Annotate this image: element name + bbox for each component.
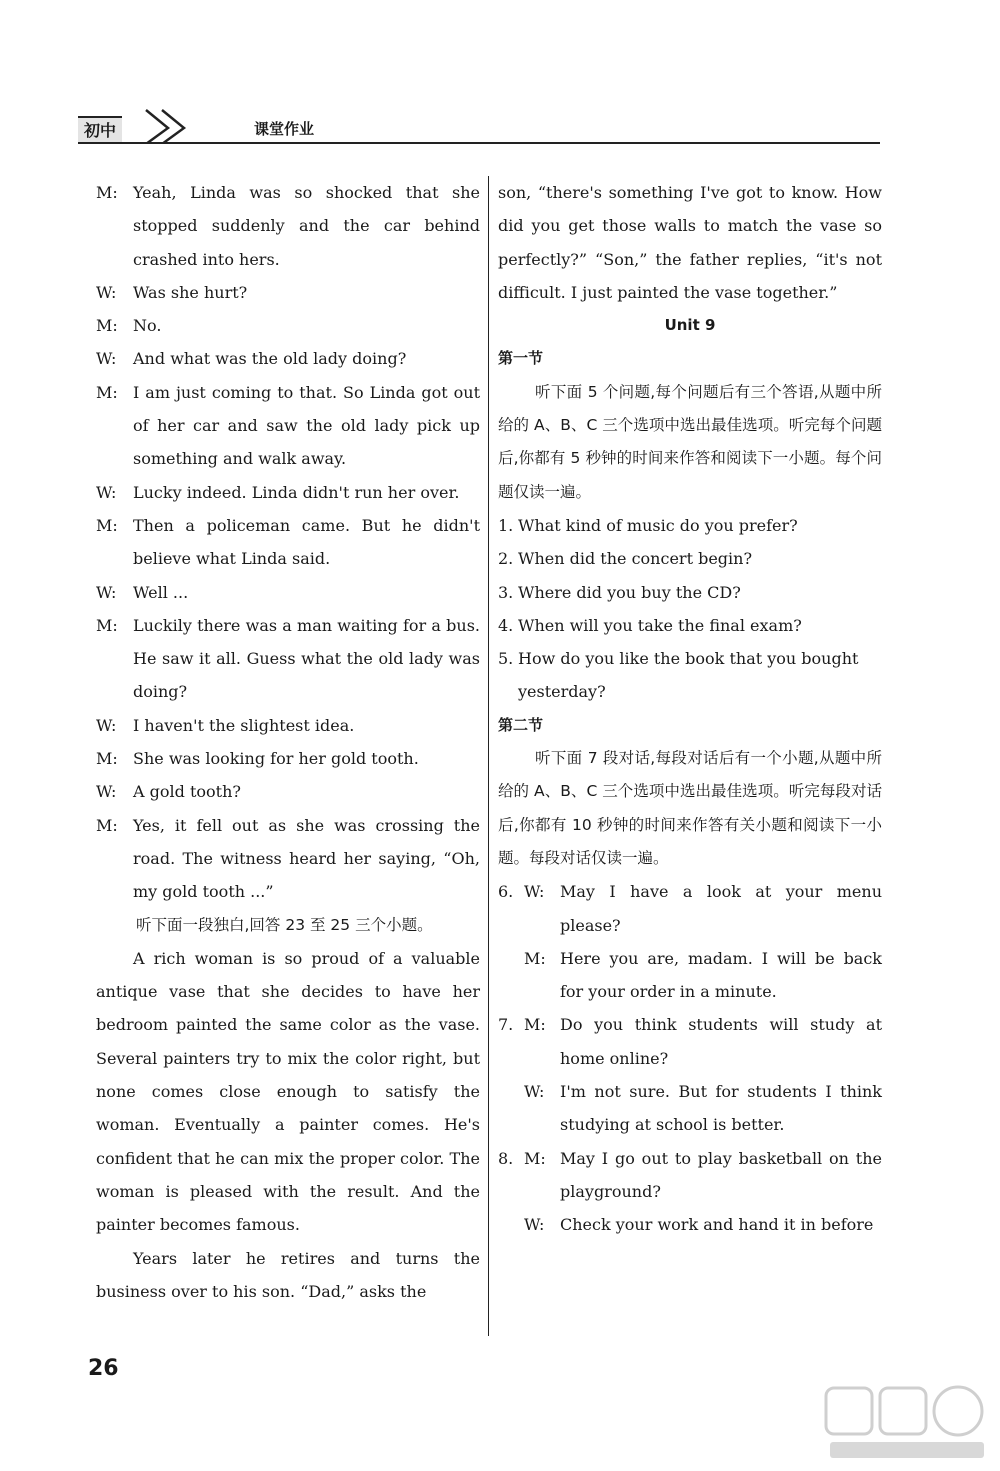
dialogue-line: [96, 742, 480, 775]
section-instruction: 听下面 5 个问题,每个问题后有三个答语,从题中所给的 A、B、C 三个选项中选出最佳选项。听完每个问题后,你都有 5 秒钟的时间来作答和阅读下一小题。每个问题仅读一遍。: [498, 382, 882, 501]
dialogue-line: [96, 342, 480, 375]
question-item: [498, 576, 882, 609]
dialogue-text: Here you are, madam. I will be back for your order in a minute.: [560, 948, 882, 1002]
speaker-label: M:: [96, 515, 118, 535]
monologue-paragraph: Years later he retires and turns the business over to his son. “Dad,” asks the: [96, 1248, 480, 1301]
speaker-label: W:: [96, 282, 117, 302]
question-list: [498, 509, 882, 709]
dialogue-text: No.: [133, 316, 162, 336]
question-text: When did the concert begin?: [518, 549, 753, 569]
section-heading: 第一节: [498, 349, 544, 368]
dialogue-line: [96, 376, 480, 476]
dialogue-question-line: [498, 1075, 882, 1142]
question-number: 7.: [498, 1015, 514, 1035]
question-number: 5.: [498, 649, 514, 669]
dialogue-question-line: [498, 1208, 882, 1241]
speaker-label: M:: [96, 615, 118, 635]
speaker-label: M:: [96, 815, 118, 835]
dialogue-line: [96, 809, 480, 909]
dialogue-transcript: [96, 176, 480, 909]
dialogue-line: [96, 476, 480, 509]
dialogue-text: Well ...: [133, 582, 189, 602]
dialogue-line: [96, 576, 480, 609]
question-item: [498, 642, 882, 709]
dialogue-question-line: [498, 1008, 882, 1075]
speaker-label: W:: [96, 715, 117, 735]
question-number: 1.: [498, 515, 514, 535]
question-item: [498, 609, 882, 642]
dialogue-text: Yeah, Linda was so shocked that she stopped suddenly and the car behind crashed into hers.: [133, 183, 480, 269]
speaker-label: M:: [96, 749, 118, 769]
watermark-logo: [822, 1380, 992, 1465]
dialogue-text: Lucky indeed. Linda didn't run her over.: [133, 482, 460, 502]
speaker-label: W:: [96, 582, 117, 602]
speaker-label: W:: [524, 882, 545, 902]
speaker-label: M:: [524, 1148, 546, 1168]
speaker-label: W:: [524, 1215, 545, 1235]
dialogue-text: May I have a look at your menu please?: [560, 882, 882, 935]
dialogue-text: And what was the old lady doing?: [133, 349, 407, 369]
question-text: How do you like the book that you bought yesterday?: [518, 649, 859, 702]
dialogue-text: A gold tooth?: [133, 782, 241, 802]
section-heading: 第二节: [498, 715, 544, 734]
question-text: What kind of music do you prefer?: [518, 515, 798, 535]
dialogue-text: She was looking for her gold tooth.: [133, 749, 419, 769]
dialogue-text: I am just coming to that. So Linda got out of her car and saw the old lady pick up something and walk away.: [133, 382, 480, 469]
dialogue-text: May I go out to play basketball on the playground?: [560, 1148, 882, 1201]
dialogue-text: Was she hurt?: [133, 282, 248, 302]
question-text: Where did you buy the CD?: [518, 582, 741, 602]
book-title: 课堂作业: [254, 120, 315, 138]
monologue-continuation: son, “there's something I've got to know. How did you get those walls to match the vase so perfectly?” “Son,” the father replies, “it's not difficult. I just painted the vase together.”: [498, 183, 882, 302]
dialogue-line: [96, 709, 480, 742]
speaker-label: W:: [96, 782, 117, 802]
dialogue-line: [96, 775, 480, 808]
dialogue-line: [96, 309, 480, 342]
question-number: 4.: [498, 615, 514, 635]
speaker-label: W:: [96, 349, 117, 369]
dialogue-text: I haven't the slightest idea.: [133, 715, 355, 735]
dialogue-text: Then a policeman came. But he didn't believe what Linda said.: [133, 515, 480, 569]
dialogue-line: [96, 176, 480, 276]
dialogue-line: [96, 276, 480, 309]
left-column: [96, 176, 480, 1308]
header-rule: [78, 142, 880, 144]
dialogue-question-line: [498, 942, 882, 1009]
question-number: 2.: [498, 549, 514, 569]
dialogue-line: [96, 609, 480, 709]
speaker-label: M:: [524, 1015, 546, 1035]
speaker-label: M:: [96, 382, 118, 402]
column-divider: [488, 176, 489, 1336]
speaker-label: W:: [96, 482, 117, 502]
right-column: [498, 176, 882, 1242]
question-number: 8.: [498, 1148, 514, 1168]
dialogue-text: Check your work and hand it in before: [560, 1215, 874, 1235]
speaker-label: M:: [524, 948, 546, 968]
dialogue-question-line: [498, 1142, 882, 1209]
dialogue-text: I'm not sure. But for students I think studying at school is better.: [560, 1082, 882, 1135]
question-item: [498, 542, 882, 575]
speaker-label: M:: [96, 316, 118, 336]
monologue-instruction: 听下面一段独白,回答 23 至 25 三个小题。: [136, 915, 433, 934]
dialogue-question-line: [498, 875, 882, 942]
monologue-paragraph: A rich woman is so proud of a valuable antique vase that she decides to have her bedroom painted the same color as the vase. Several painters try to mix the color right, but none comes close enough to satisfy the woman. Eventually a painter comes. He's confident that he can mix the proper color. The woman is pleased with the result. And the painter becomes famous.: [96, 948, 480, 1235]
grade-tag: 初中: [78, 116, 122, 144]
question-text: When will you take the final exam?: [518, 615, 802, 635]
dialogue-question-list: [498, 875, 882, 1241]
question-number: 3.: [498, 582, 514, 602]
section-instruction: 听下面 7 段对话,每段对话后有一个小题,从题中所给的 A、B、C 三个选项中选出最佳选项。听完每段对话后,你都有 10 秒钟的时间来作答有关小题和阅读下一小题。每段对话仅读一遍。: [498, 749, 882, 867]
page-number: 26: [88, 1356, 119, 1381]
unit-title: Unit 9: [664, 316, 716, 335]
question-item: [498, 509, 882, 542]
page-header: [78, 104, 880, 144]
dialogue-text: Do you think students will study at home online?: [560, 1015, 882, 1068]
question-number: 6.: [498, 882, 514, 902]
dialogue-text: Yes, it fell out as she was crossing the road. The witness heard her saying, “Oh, my gold tooth ...”: [133, 815, 480, 902]
speaker-label: M:: [96, 183, 118, 202]
dialogue-line: [96, 509, 480, 576]
dialogue-text: Luckily there was a man waiting for a bus. He saw it all. Guess what the old lady was doing?: [133, 615, 480, 702]
double-chevron-icon: [134, 104, 194, 144]
speaker-label: W:: [524, 1082, 545, 1102]
